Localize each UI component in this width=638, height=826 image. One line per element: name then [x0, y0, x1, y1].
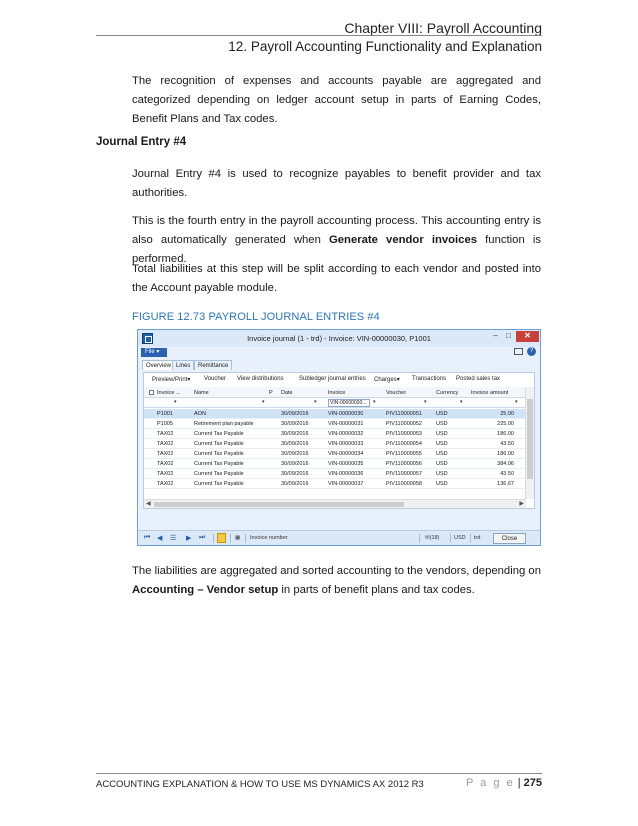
status-bar	[138, 530, 540, 545]
cell-date: 30/09/2016	[281, 421, 309, 427]
cell-invoice-account: TAX02	[157, 481, 174, 487]
cell-currency: USD	[436, 481, 448, 487]
cell-invoice: VIN-00000034	[328, 451, 364, 457]
cell-date: 30/09/2016	[281, 451, 309, 457]
notification-count[interactable]	[425, 535, 439, 541]
cell-invoice: VIN-00000037	[328, 481, 364, 487]
cell-invoice-amount: 384.06	[497, 461, 514, 467]
table-icon: ▦	[235, 535, 241, 541]
cell-invoice: VIN-00000032	[328, 431, 364, 437]
table-row[interactable]	[144, 449, 526, 459]
last-record-icon[interactable]: ⏭	[199, 534, 206, 541]
cell-name: Current Tax Payable	[194, 461, 244, 467]
paragraph-4	[132, 562, 541, 600]
minimize-icon[interactable]: –	[493, 331, 498, 340]
intro-paragraph: The recognition of expenses and accounts payable are aggregated and categorized depending on ledger account setup in parts of Earning Codes, Benefit Plans and Tax codes.	[132, 75, 541, 125]
posted-sales-tax-button[interactable]: Posted sales tax	[456, 376, 501, 382]
cell-currency: USD	[436, 441, 448, 447]
cell-invoice-amount: 186.00	[497, 451, 514, 457]
paragraph-4-text-b: in parts of benefit plans and tax codes.	[278, 584, 475, 596]
overview-panel	[143, 372, 535, 509]
cell-invoice-account: TAX02	[157, 461, 174, 467]
cell-date: 30/09/2016	[281, 411, 309, 417]
cell-name: Current Tax Payable	[194, 471, 244, 477]
chevron-down-icon: ▾	[156, 349, 160, 355]
table-row[interactable]	[144, 469, 526, 479]
cell-currency: USD	[436, 421, 448, 427]
paragraph-2-text-a: This is the fourth entry in the payroll accounting process. This accounting entry is also automatically generated when	[132, 215, 541, 246]
cell-currency: USD	[436, 461, 448, 467]
scroll-thumb[interactable]	[154, 502, 404, 507]
action-toolbar	[144, 373, 534, 385]
col-invoice-amount[interactable]: Invoice amount	[471, 390, 509, 396]
col-invoice[interactable]: Invoice	[328, 390, 346, 396]
footer-rule	[96, 773, 542, 774]
title-bar	[138, 330, 540, 347]
status-company: trd	[474, 535, 481, 541]
maximize-icon[interactable]: □	[506, 331, 511, 340]
close-button[interactable]: Close	[493, 533, 526, 544]
cell-voucher: PIV110000054	[386, 441, 422, 447]
first-record-icon[interactable]: ⏮	[144, 534, 151, 541]
table-row[interactable]	[144, 439, 526, 449]
tab-strip	[138, 359, 540, 370]
cell-voucher: PIV110000055	[386, 451, 422, 457]
table-row[interactable]	[144, 479, 526, 489]
cell-invoice-account: TAX02	[157, 431, 174, 437]
cell-invoice-account: TAX02	[157, 451, 174, 457]
paragraph-1: Journal Entry #4 is used to recognize payables to benefit provider and tax authorities.	[132, 168, 541, 199]
scroll-thumb[interactable]	[527, 399, 533, 479]
cell-invoice: VIN-00000031	[328, 421, 364, 427]
file-menu-button[interactable]	[141, 348, 167, 357]
transactions-button[interactable]: Transactions	[412, 376, 447, 382]
col-currency[interactable]: Currency	[436, 390, 459, 396]
cell-voucher: PIV110000058	[386, 481, 422, 487]
preview-print-label: Preview/Print	[152, 377, 188, 383]
voucher-button[interactable]: Voucher	[204, 376, 227, 382]
separator	[230, 534, 231, 543]
cell-invoice: VIN-00000035	[328, 461, 364, 467]
separator	[450, 534, 451, 543]
grid-header	[144, 387, 526, 398]
list-view-icon[interactable]: ☰	[170, 535, 177, 542]
cell-invoice-account: TAX02	[157, 441, 174, 447]
cell-date: 30/09/2016	[281, 471, 309, 477]
cell-currency: USD	[436, 451, 448, 457]
cell-invoice-account: TAX02	[157, 471, 174, 477]
filter-dropdown-icon[interactable]: ▾	[314, 399, 317, 405]
filter-dropdown-icon[interactable]: ▾	[262, 399, 265, 405]
status-field-name: Invoice number	[250, 535, 288, 541]
previous-record-icon[interactable]: ◀	[157, 535, 163, 542]
cell-voucher: PIV110000051	[386, 411, 422, 417]
horizontal-scrollbar[interactable]	[144, 499, 526, 508]
page-number: 275	[523, 777, 542, 789]
generate-vendor-invoices-term: Generate vendor invoices	[328, 234, 478, 246]
chevron-down-icon: ▾	[396, 377, 400, 383]
cell-invoice-amount: 136.67	[497, 481, 514, 487]
cell-voucher: PIV110000053	[386, 431, 422, 437]
filter-dropdown-icon[interactable]: ▾	[373, 399, 376, 405]
invoice-filter-input[interactable]: VIN-00000030...	[328, 399, 370, 407]
view-distributions-button[interactable]: View distributions	[237, 376, 284, 382]
invoice-rows	[144, 409, 526, 489]
select-all-checkbox[interactable]	[149, 390, 154, 395]
file-menu-label: File	[145, 349, 155, 355]
footer-title: ACCOUNTING EXPLANATION & HOW TO USE MS DYNAMICS AX 2012 R3	[96, 779, 424, 790]
cell-date: 30/09/2016	[281, 441, 309, 447]
scroll-right-icon[interactable]: ▶	[519, 501, 524, 507]
chevron-down-icon: ▾	[187, 377, 191, 383]
vendor-setup-term: Accounting – Vendor setup	[132, 584, 279, 596]
charges-button[interactable]	[374, 376, 400, 383]
cell-invoice: VIN-00000033	[328, 441, 364, 447]
page-number-block	[466, 777, 542, 789]
header-rule	[96, 35, 542, 36]
tab-remittance[interactable]: Remittance	[194, 360, 232, 370]
separator	[470, 534, 471, 543]
table-row[interactable]	[144, 419, 526, 429]
file-bar	[138, 347, 540, 357]
edit-icon[interactable]	[217, 533, 226, 543]
col-p[interactable]: P	[269, 390, 273, 396]
table-row[interactable]	[144, 409, 526, 419]
cell-name: Current Tax Payable	[194, 431, 244, 437]
notification-count-label: (18)	[429, 535, 440, 541]
invoice-journal-window	[137, 329, 541, 546]
window-title: Invoice journal (1 - trd) - Invoice: VIN-00000030, P1001	[247, 334, 431, 343]
col-voucher[interactable]: Voucher	[386, 390, 407, 396]
page-separator: |	[514, 777, 524, 789]
help-icon[interactable]: ?	[527, 347, 536, 356]
table-row[interactable]	[144, 429, 526, 439]
cell-invoice-amount: 43.50	[500, 471, 514, 477]
filter-dropdown-icon[interactable]: ▾	[460, 399, 463, 405]
cell-name: Current Tax Payable	[194, 481, 244, 487]
filter-row	[144, 398, 526, 408]
cell-invoice-amount: 225.00	[497, 421, 514, 427]
cell-date: 30/09/2016	[281, 431, 309, 437]
cell-invoice-amount: 43.50	[500, 441, 514, 447]
table-row[interactable]	[144, 459, 526, 469]
paragraph-4-text-a: The liabilities are aggregated and sorted accounting to the vendors, depending on	[132, 565, 541, 577]
cell-invoice-amount: 25.00	[500, 411, 514, 417]
section-header: 12. Payroll Accounting Functionality and Explanation	[228, 39, 542, 54]
scroll-left-icon[interactable]: ◀	[146, 501, 151, 507]
charges-label: Charges	[374, 377, 397, 383]
cell-invoice-account: P1001	[157, 411, 173, 417]
preview-print-button[interactable]	[152, 376, 190, 383]
chapter-header: Chapter VIII: Payroll Accounting	[344, 20, 542, 36]
cell-name: Current Tax Payable	[194, 441, 244, 447]
cell-name: Retirement plan payable	[194, 421, 254, 427]
cell-date: 30/09/2016	[281, 461, 309, 467]
paragraph-2-text-b: function is performed.	[132, 234, 541, 265]
cell-currency: USD	[436, 411, 448, 417]
tab-overview[interactable]: Overview	[142, 360, 175, 370]
next-record-icon[interactable]: ▶	[186, 535, 192, 542]
paragraph-3: Total liabilities at this step will be split according to each vendor and posted into the Account payable module.	[132, 263, 541, 294]
col-invoice-account[interactable]: Invoice ...	[157, 390, 181, 396]
cell-voucher: PIV110000052	[386, 421, 422, 427]
page-label: P a g e	[465, 777, 515, 789]
status-currency: USD	[454, 535, 466, 541]
cell-voucher: PIV110000057	[386, 471, 422, 477]
figure-caption: FIGURE 12.73 PAYROLL JOURNAL ENTRIES #4	[132, 311, 380, 323]
filter-dropdown-icon[interactable]: ▾	[515, 399, 518, 405]
cell-currency: USD	[436, 431, 448, 437]
cell-invoice-amount: 186.00	[497, 431, 514, 437]
cell-invoice-account: P1005	[157, 421, 173, 427]
separator	[245, 534, 246, 543]
col-name[interactable]: Name	[194, 390, 209, 396]
cell-name: Current Tax Payable	[194, 451, 244, 457]
cell-invoice: VIN-00000036	[328, 471, 364, 477]
subledger-journal-entries-button[interactable]: Subledger journal entries	[299, 376, 366, 382]
separator	[419, 534, 420, 543]
vertical-scrollbar[interactable]	[525, 387, 534, 499]
filter-dropdown-icon[interactable]: ▾	[174, 399, 177, 405]
separator	[213, 534, 214, 543]
cell-invoice: VIN-00000030	[328, 411, 364, 417]
col-date[interactable]: Date	[281, 390, 293, 396]
cell-date: 30/09/2016	[281, 481, 309, 487]
journal-entry-heading: Journal Entry #4	[96, 136, 187, 148]
cell-voucher: PIV110000056	[386, 461, 422, 467]
bell-icon: ✉	[425, 535, 430, 541]
cell-currency: USD	[436, 471, 448, 477]
close-icon[interactable]: ✕	[516, 331, 539, 342]
filter-dropdown-icon[interactable]: ▾	[424, 399, 427, 405]
tab-lines[interactable]: Lines	[172, 360, 194, 370]
cell-name: AON	[194, 411, 206, 417]
expand-icon[interactable]	[514, 348, 523, 355]
